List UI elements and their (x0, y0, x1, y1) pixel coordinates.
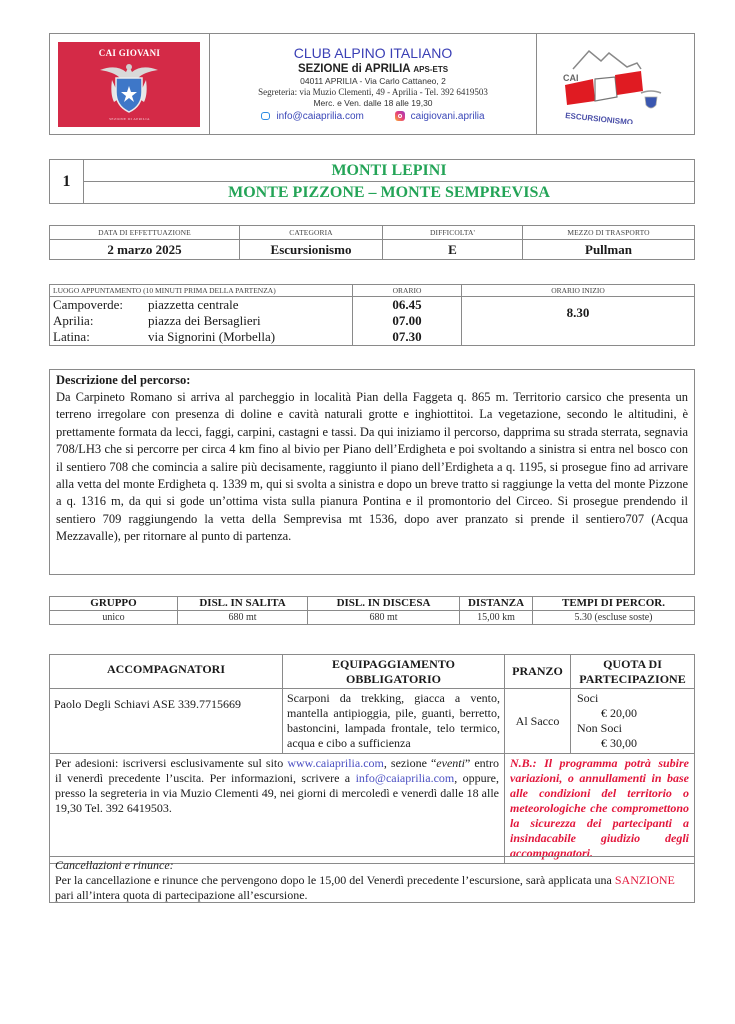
contacts-row (210, 111, 536, 124)
equipment-header-line2: OBBLIGATORIO (346, 671, 441, 686)
leader-name-phone: Paolo Degli Schiavi ASE 339.7715669 (50, 689, 283, 754)
email-icon (261, 112, 270, 120)
email-link[interactable]: info@caiaprilia.com (276, 110, 364, 122)
header-info-cell (209, 34, 536, 135)
meeting-place-label: LUOGO APPUNTAMENTO (10 MINUTI PRIMA DELLA PARTENZA) (50, 285, 353, 297)
meeting-times (353, 297, 462, 346)
instagram-link[interactable]: caigiovani.aprilia (410, 110, 485, 122)
club-name: CLUB ALPINO ITALIANO (293, 44, 453, 61)
quota-price: € 30,00 (601, 736, 637, 750)
meeting-time: 06.45 (392, 297, 422, 312)
category-label: CATEGORIA (240, 226, 383, 240)
logo-title: CAI GIOVANI (98, 47, 161, 58)
meeting-row (53, 313, 352, 329)
meeting-place: piazzetta centrale (148, 297, 239, 312)
meeting-city: Campoverde: (53, 297, 124, 312)
group-value: unico (50, 611, 178, 625)
cancellation-text-body: Per la cancellazione e rinunce che pervengono dopo le 15,00 del Venerdì precedente l’escursione, sarà applicata una (55, 873, 615, 887)
difficulty-label: DIFFICOLTA' (383, 226, 523, 240)
meeting-city: Latina: (53, 329, 90, 344)
registration-text: , oppure, presso la segreteria in via Muzio Clementi 49, nei giorni di mercoledì e venerdì dalle 18 alle 19,30 Tel. 392 6419503. (55, 771, 499, 815)
logo-escursionismo-text: ESCURSIONISMO (564, 111, 634, 124)
registration-info (50, 754, 505, 864)
duration-value: 5.30 (escluse soste) (533, 611, 695, 625)
meeting-time: 07.00 (392, 313, 422, 328)
quota-header (571, 655, 695, 689)
transport-label: MEZZO DI TRASPORTO (523, 226, 695, 240)
header-logo-right-cell (537, 34, 695, 135)
cai-escursionismo-logo (545, 39, 675, 124)
header-table (49, 33, 695, 135)
excursion-number: 1 (50, 160, 84, 204)
section-name-text: SEZIONE di APRILIA (297, 63, 411, 76)
cai-giovani-logo (58, 42, 200, 127)
events-section-name: eventi (436, 756, 465, 770)
registration-text: Per adesioni: iscriversi esclusivamente sul sito (55, 756, 288, 770)
ascent-value: 680 mt (178, 611, 308, 625)
meeting-place: via Signorini (Morbella) (148, 329, 276, 344)
description-text: Da Carpineto Romano si arriva al parcheggio in località Pian della Faggeta q. 865 m. Territorio carsico che presenta un terreno irregolare con presenza di doline e cavità naturali grotte e inghiottitoi. La vegetazione, secondo le altitudini, è prettamente formata da lecci, faggi, carpini, castagni e tassi. Da qui iniziamo il percorso, dapprima su strada sterrata, segnavia 708/LH3 che si percorre per circa 4 km fino al bivio per Piano dell’Erdigheta e poi svoltando a sinistra si entra nel bosco con il sentiero 708 che comincia a salire più decisamente, raggiunto il piano dell’Erdigheta a q. 1195, si prosegue fino ad arrivare alla vetta del monte Erdigheta q. 1339 m, qui si svolta a sinistra e dopo un breve tratto si raggiunge la vetta del monte Pizzone a q. 1316 m, da qui si gode un’ottima vista sulla pianura Pontina e il promontorio del Circeo. Si prosegue prendendo il sentiero 709 raggiungendo la vetta della Semprevisa mt 1536, dopo aver pranzato si prende il sentiero707 (Acqua Mezzavalle), per ritornare al punto di partenza. (56, 390, 688, 544)
meeting-row (53, 329, 352, 345)
info-email-link[interactable]: info@caiaprilia.com (355, 771, 455, 785)
logo-cai-text: CAI (563, 73, 579, 83)
meeting-place: piazza dei Bersaglieri (148, 313, 261, 328)
start-time-label: ORARIO INIZIO (462, 285, 695, 297)
registration-text: ” entro il venerdì precedente l’uscita. Per informazioni, scrivere a (55, 756, 499, 785)
cancellation-text-end: pari all’intera quota di partecipazione all’escursione. (55, 888, 308, 902)
section-address: 04011 APRILIA - Via Carlo Cattaneo, 2 (300, 76, 446, 87)
transport-value: Pullman (523, 240, 695, 260)
group-header: GRUPPO (50, 597, 178, 611)
meeting-row (53, 297, 352, 313)
leaders-table (49, 654, 695, 864)
logo-subtitle: SEZIONE DI APRILIA (109, 116, 150, 121)
section-suffix: APS-ETS (413, 65, 449, 75)
equipment-list: Scarponi da trekking, giacca a vento, mantella antipioggia, pile, guanti, berretto, bastoncini, lampada frontale, telo termico, acqua e cibo a sufficienza (283, 689, 505, 754)
start-time-value: 8.30 (462, 297, 695, 346)
quota-name: Soci (577, 691, 599, 705)
distance-value: 15,00 km (460, 611, 533, 625)
date-label: DATA DI EFFETTUAZIONE (50, 226, 240, 240)
cancellation-heading: Cancellazioni e rinunce: (55, 858, 174, 872)
header-logo-left-cell (50, 34, 210, 135)
description-heading: Descrizione del percorso: (56, 373, 191, 387)
cancellation-policy (49, 856, 695, 903)
secretariat-info: Segreteria: via Muzio Clementi, 49 - Aprilia - Tel. 392 6419503 (258, 87, 488, 98)
excursion-title-table (49, 159, 695, 204)
instagram-icon (395, 111, 405, 121)
difficulty-value: E (383, 240, 523, 260)
quota-values (571, 689, 695, 754)
quota-name: Non Soci (577, 721, 622, 735)
opening-hours: Merc. e Ven. dalle 18 alle 19,30 (313, 98, 433, 109)
category-value: Escursionismo (240, 240, 383, 260)
route-description (49, 369, 695, 575)
date-value: 2 marzo 2025 (50, 240, 240, 260)
descent-header: DISL. IN DISCESA (308, 597, 460, 611)
duration-header: TEMPI DI PERCOR. (533, 597, 695, 611)
equipment-header-line1: EQUIPAGGIAMENTO (332, 656, 455, 671)
cancellation-text (55, 873, 689, 903)
quota-row (577, 691, 694, 721)
quota-header-line1: QUOTA DI (603, 656, 662, 671)
section-name (210, 62, 536, 76)
quota-header-line2: PARTECIPAZIONE (579, 671, 686, 686)
ascent-header: DISL. IN SALITA (178, 597, 308, 611)
meeting-time: 07.30 (392, 329, 422, 344)
program-change-note: N.B.: Il programma potrà subire variazioni, o annullamenti in base alle condizioni del territorio o meteorologiche che compromettono la sicurezza dei partecipanti a insindacabile giudizio degli accompagnatori. (505, 754, 695, 864)
website-link[interactable]: www.caiaprilia.com (287, 756, 384, 770)
meeting-table (49, 284, 695, 346)
meeting-city: Aprilia: (53, 313, 94, 328)
leaders-header: ACCOMPAGNATORI (50, 655, 283, 689)
registration-text: , sezione “ (383, 756, 437, 770)
meeting-time-label: ORARIO (353, 285, 462, 297)
lunch-value: Al Sacco (505, 689, 571, 754)
equipment-header (283, 655, 505, 689)
sanction-word: SANZIONE (614, 873, 675, 887)
quota-row (577, 721, 694, 751)
descent-value: 680 mt (308, 611, 460, 625)
quota-price: € 20,00 (601, 706, 637, 720)
route-stats-table (49, 596, 695, 625)
lunch-header: PRANZO (505, 655, 571, 689)
excursion-info-table (49, 225, 695, 260)
distance-header: DISTANZA (460, 597, 533, 611)
excursion-area: MONTI LEPINI (84, 160, 695, 182)
excursion-name: MONTE PIZZONE – MONTE SEMPREVISA (84, 182, 695, 204)
meeting-places (50, 297, 353, 346)
cai-eagle-shield-icon (98, 58, 160, 114)
